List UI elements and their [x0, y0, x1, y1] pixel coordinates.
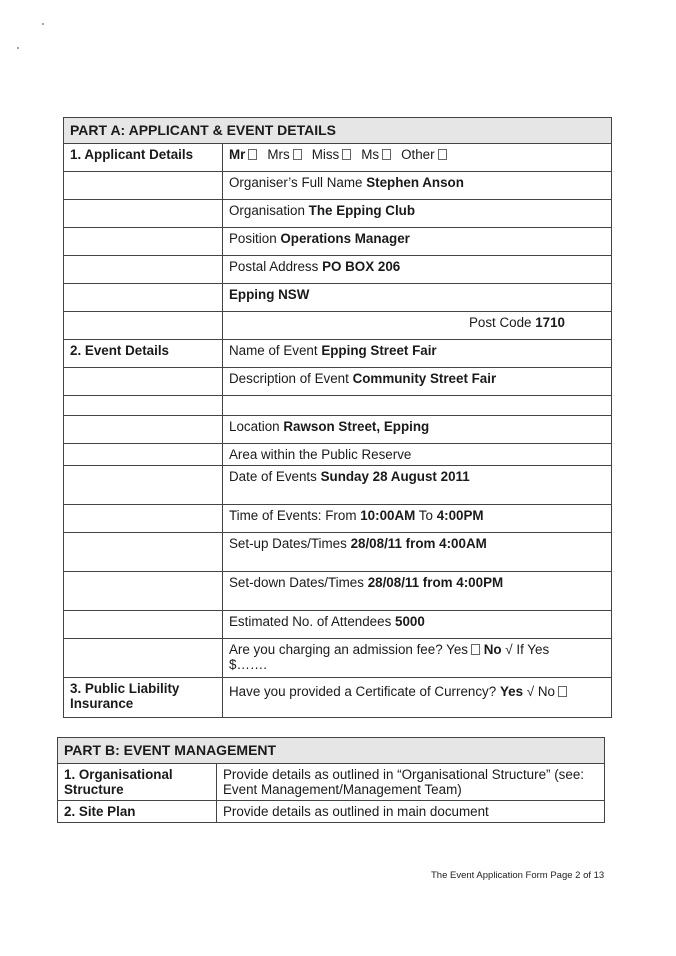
part-b-title: PART B: EVENT MANAGEMENT [58, 738, 605, 764]
checkmark-icon: √ [505, 642, 513, 657]
empty-label-cell [64, 611, 223, 639]
attendees-label: Estimated No. of Attendees [229, 614, 392, 629]
position-label: Position [229, 231, 277, 246]
part-a-table [63, 117, 612, 718]
empty-field[interactable] [223, 396, 612, 416]
checkbox[interactable] [293, 149, 302, 160]
admission-amount: $……. [229, 657, 267, 672]
time-from-label: Time of Events: From [229, 508, 357, 523]
setdown-field[interactable] [223, 572, 612, 611]
suburb-field[interactable] [223, 284, 612, 312]
empty-label-cell [64, 284, 223, 312]
site-plan-label: 2. Site Plan [58, 801, 217, 823]
checkmark-icon: √ [526, 684, 535, 699]
empty-label-cell [64, 444, 223, 466]
title-option-label: Mrs [267, 147, 290, 162]
time-to-value: 4:00PM [436, 508, 484, 523]
part-a-title: PART A: APPLICANT & EVENT DETAILS [64, 118, 612, 144]
date-value: Sunday 28 August 2011 [320, 469, 470, 484]
empty-label-cell [64, 200, 223, 228]
empty-label-cell [64, 639, 223, 678]
admission-question: Are you charging an admission fee? Yes [229, 642, 468, 657]
title-option-label: Other [401, 147, 435, 162]
insurance-answer: Yes [499, 684, 524, 699]
applicant-details-label: 1. Applicant Details [64, 144, 223, 172]
insurance-no-label: No [537, 684, 555, 699]
scan-speck [42, 23, 44, 25]
postcode-value: 1710 [535, 315, 565, 330]
title-option-ms[interactable] [361, 147, 391, 162]
setdown-value: 28/08/11 from 4:00PM [367, 575, 504, 590]
part-b-table [57, 737, 605, 823]
setdown-label: Set-down Dates/Times [229, 575, 364, 590]
title-option-other[interactable] [401, 147, 447, 162]
empty-label-cell [64, 533, 223, 572]
time-field[interactable] [223, 505, 612, 533]
checkbox[interactable] [438, 149, 447, 160]
description-field[interactable] [223, 368, 612, 396]
empty-label-cell [64, 572, 223, 611]
event-name-label: Name of Event [229, 343, 318, 358]
postcode-field[interactable] [223, 312, 612, 340]
checkbox[interactable] [342, 149, 351, 160]
admission-answer: No [483, 642, 502, 657]
organisation-label: Organisation [229, 203, 305, 218]
no-checkbox[interactable] [558, 686, 567, 697]
area-field[interactable]: Area within the Public Reserve [223, 444, 612, 466]
postcode-label: Post Code [468, 315, 532, 330]
empty-label-cell [64, 172, 223, 200]
insurance-field[interactable] [223, 678, 612, 718]
setup-value: 28/08/11 from 4:00AM [350, 536, 487, 551]
empty-label-cell [64, 466, 223, 505]
insurance-label: 3. Public Liability Insurance [64, 678, 223, 718]
empty-label-cell [64, 256, 223, 284]
organiser-name-field[interactable] [223, 172, 612, 200]
title-option-miss[interactable] [312, 147, 352, 162]
title-option-mrs[interactable] [267, 147, 301, 162]
attendees-value: 5000 [395, 614, 425, 629]
empty-label-cell [64, 505, 223, 533]
position-field[interactable] [223, 228, 612, 256]
title-option-mr[interactable] [229, 147, 257, 162]
suburb-value: Epping NSW [229, 287, 310, 302]
postal-address-value: PO BOX 206 [322, 259, 401, 274]
time-from-value: 10:00AM [360, 508, 416, 523]
empty-label-cell [64, 368, 223, 396]
location-value: Rawson Street, Epping [283, 419, 430, 434]
time-to-label: To [418, 508, 433, 523]
organiser-name-value: Stephen Anson [366, 175, 464, 190]
location-label: Location [229, 419, 280, 434]
title-option-label: Mr [229, 147, 246, 162]
title-options [223, 144, 612, 172]
if-yes-label: If Yes [516, 642, 550, 657]
setup-field[interactable] [223, 533, 612, 572]
organisation-value: The Epping Club [308, 203, 416, 218]
site-plan-text: Provide details as outlined in main document [217, 801, 605, 823]
page-footer: The Event Application Form Page 2 of 13 [431, 870, 605, 881]
position-value: Operations Manager [280, 231, 410, 246]
description-value: Community Street Fair [352, 371, 497, 386]
date-label: Date of Events [229, 469, 317, 484]
checkbox[interactable] [382, 149, 391, 160]
empty-label-cell [64, 312, 223, 340]
empty-label-cell [64, 228, 223, 256]
scan-speck [17, 47, 19, 49]
description-label: Description of Event [229, 371, 349, 386]
postal-address-label: Postal Address [229, 259, 319, 274]
admission-field[interactable] [223, 639, 612, 678]
insurance-question: Have you provided a Certificate of Currency? [229, 684, 497, 699]
event-name-value: Epping Street Fair [321, 343, 437, 358]
organiser-name-label: Organiser’s Full Name [229, 175, 363, 190]
yes-checkbox[interactable] [471, 644, 480, 655]
event-details-label: 2. Event Details [64, 340, 223, 368]
organisation-field[interactable] [223, 200, 612, 228]
org-structure-text: Provide details as outlined in “Organisational Structure” (see: Event Management/Management Team) [217, 764, 605, 801]
setup-label: Set-up Dates/Times [229, 536, 347, 551]
title-option-label: Ms [361, 147, 380, 162]
attendees-field[interactable] [223, 611, 612, 639]
title-option-label: Miss [311, 147, 340, 162]
date-field[interactable] [223, 466, 612, 505]
empty-label-cell [64, 416, 223, 444]
org-structure-label: 1. Organisational Structure [58, 764, 217, 801]
postal-address-field[interactable] [223, 256, 612, 284]
event-name-field[interactable] [223, 340, 612, 368]
checkbox[interactable] [248, 149, 257, 160]
empty-label-cell [64, 396, 223, 416]
location-field[interactable] [223, 416, 612, 444]
